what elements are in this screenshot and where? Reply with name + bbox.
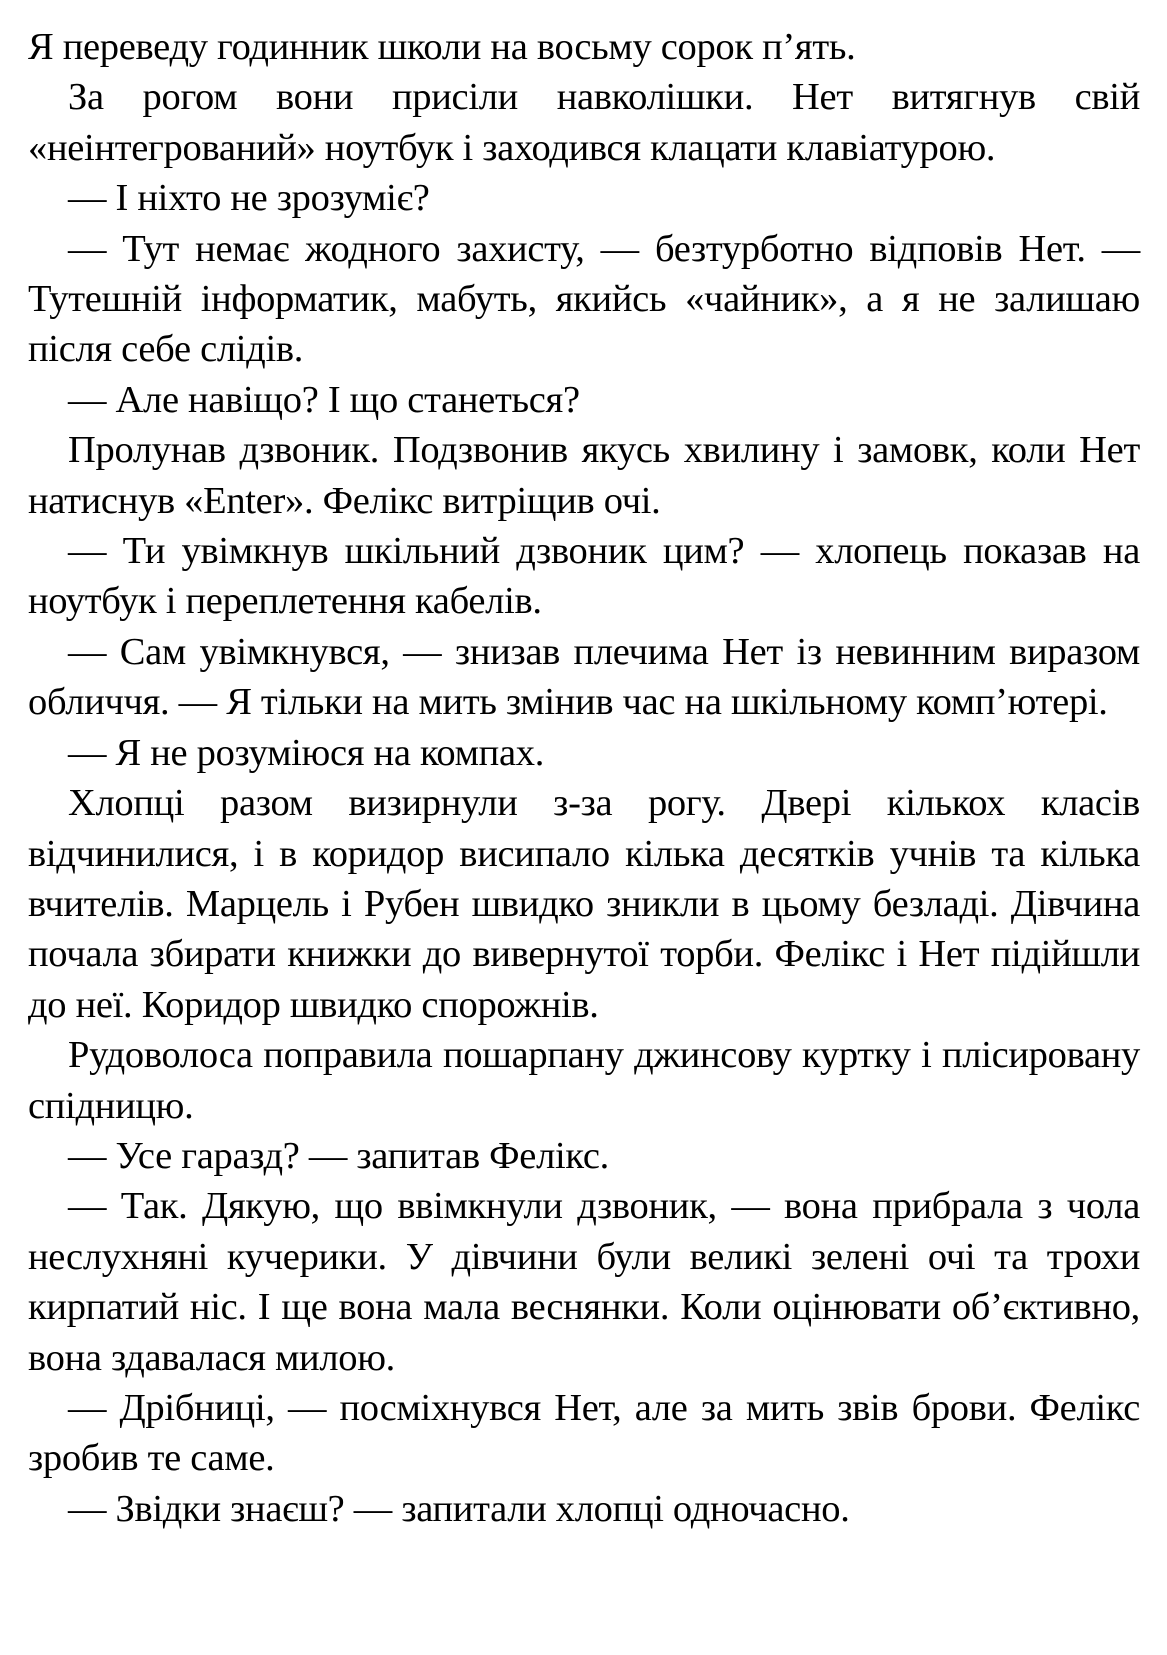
paragraph-continuation: Я переведу годинник школи на восьму сорок п’ять. [28, 26, 856, 68]
dialogue-line: — Ти увімкнув шкільний дзвоник цим? — хлопець показав на ноутбук і переплетення кабелів. [28, 530, 1140, 623]
paragraph: Рудоволоса поправила пошарпану джинсову куртку і плісировану спідницю. [28, 1034, 1140, 1127]
dialogue-line: — Але навіщо? І що станеться? [68, 378, 580, 421]
dialogue-line: — Звідки знаєш? — запитали хлопці одночасно. [68, 1487, 850, 1530]
dialogue-line: — Усе гаразд? — запитав Фелікс. [68, 1134, 609, 1177]
dialogue-line: — Я не розуміюся на компах. [68, 731, 545, 774]
paragraph: Пролунав дзвоник. Подзвонив якусь хвилину і замовк, коли Нет натиснув «Enter». Фелікс витріщив очі. [28, 429, 1140, 522]
book-page [28, 22, 1140, 1534]
dialogue-line: — Сам увімкнувся, — знизав плечима Нет із невинним виразом обличчя. — Я тільки на мить змінив час на шкільному комп’ютері. [28, 630, 1140, 724]
paragraph: Хлопці разом визирнули з-за рогу. Двері кількох класів відчинилися, і в коридор висипало кілька десятків учнів та кілька вчителів. Марцель і Рубен швидко зникли в цьому безладі. Дівчина почала збирати книжки до вивернутої торби. Фелікс і Нет підійшли до неї. Коридор швидко спорожнів. [28, 782, 1140, 1026]
dialogue-line: — І ніхто не зрозуміє? [68, 177, 430, 220]
dialogue-line: — Тут немає жодного захисту, — безтурботно відповів Нет. — Тутешній інформатик, мабуть, якийсь «чайник», а я не залишаю після себе слідів. [28, 227, 1140, 371]
dialogue-line: — Так. Дякую, що ввімкнули дзвоник, — вона прибрала з чола неслухняні кучерики. У дівчини були великі зелені очі та трохи кирпатий ніс. І ще вона мала веснянки. Коли оцінювати об’єктивно, вона здавалася милою. [28, 1185, 1140, 1379]
paragraph: За рогом вони присіли навколішки. Нет витягнув свій «неінтегрований» ноутбук і заходився клацати клавіатурою. [28, 76, 1140, 169]
dialogue-line: — Дрібниці, — посміхнувся Нет, але за мить звів брови. Фелікс зробив те саме. [28, 1386, 1140, 1480]
